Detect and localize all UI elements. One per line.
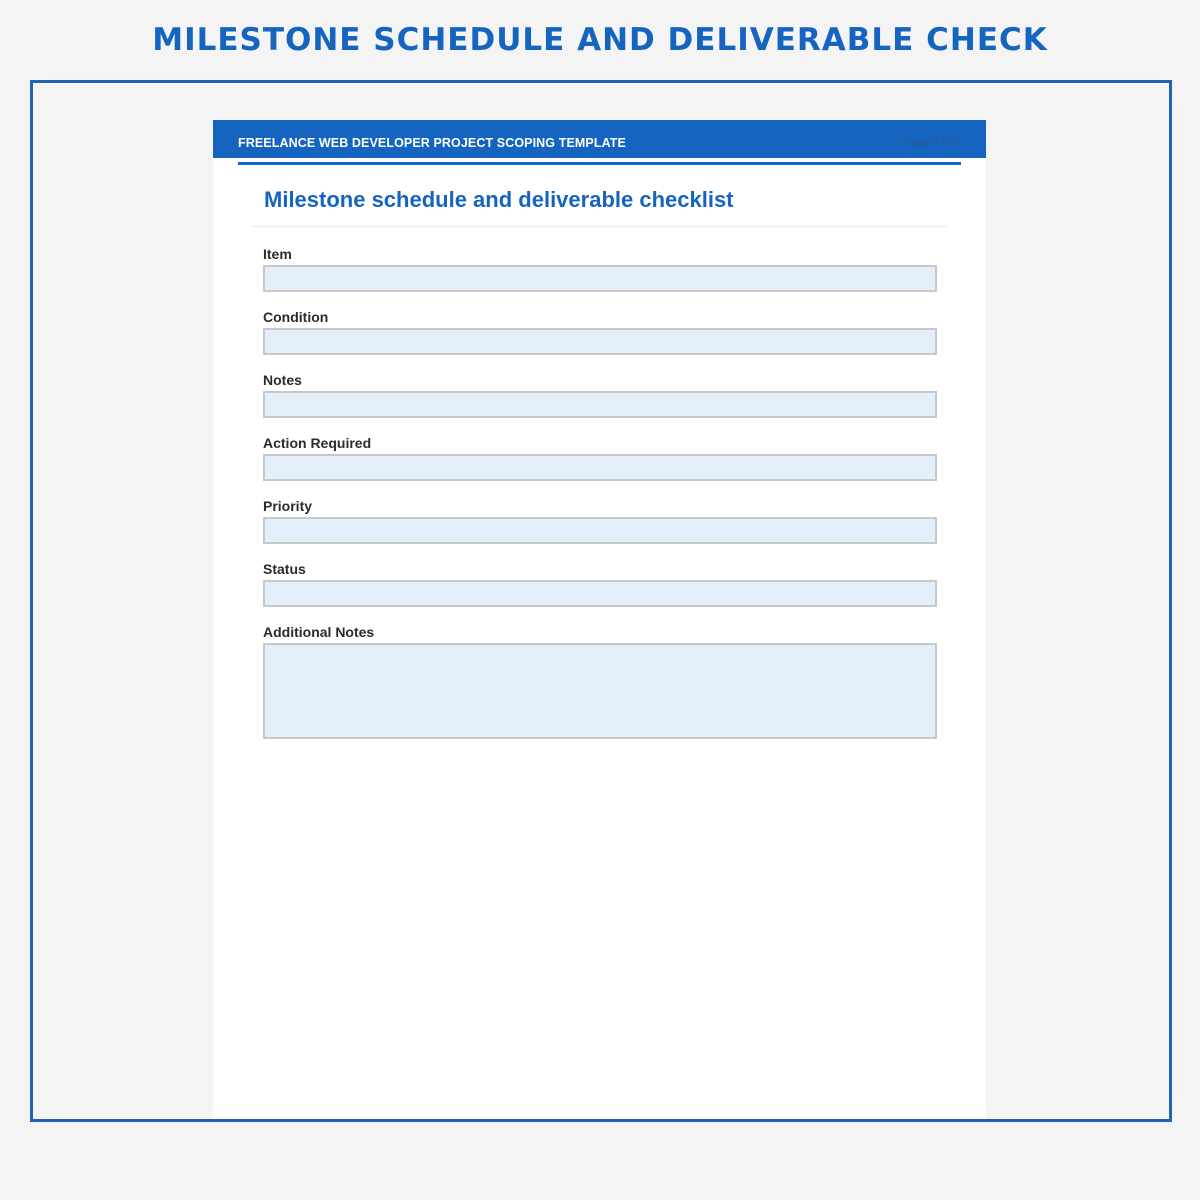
field-item [263, 246, 937, 292]
status-input[interactable] [263, 580, 937, 607]
additional-notes-textarea[interactable] [263, 643, 937, 739]
section-divider [251, 226, 948, 227]
field-label-notes: Notes [263, 372, 302, 388]
document-page [213, 120, 986, 1119]
field-notes [263, 372, 937, 418]
field-label-additional-notes: Additional Notes [263, 624, 375, 640]
field-label-priority: Priority [263, 498, 313, 514]
condition-input[interactable] [263, 328, 937, 355]
header-divider [238, 162, 961, 165]
section-title: Milestone schedule and deliverable checklist [264, 187, 734, 212]
field-label-status: Status [263, 561, 306, 577]
action-required-input[interactable] [263, 454, 937, 481]
field-priority [263, 498, 937, 544]
banner-title: MILESTONE SCHEDULE AND DELIVERABLE CHECK [152, 22, 1048, 58]
field-label-action-required: Action Required [263, 435, 372, 451]
page-indicator: Page 4 of 5 [903, 137, 960, 149]
field-action-required [263, 435, 937, 481]
item-input[interactable] [263, 265, 937, 292]
priority-input[interactable] [263, 517, 937, 544]
field-status [263, 561, 937, 607]
field-label-condition: Condition [263, 309, 329, 325]
field-additional-notes [263, 624, 937, 739]
header-title: FREELANCE WEB DEVELOPER PROJECT SCOPING TEMPLATE [238, 136, 626, 150]
page-header [213, 120, 986, 158]
field-condition [263, 309, 937, 355]
notes-input[interactable] [263, 391, 937, 418]
field-label-item: Item [263, 246, 292, 262]
